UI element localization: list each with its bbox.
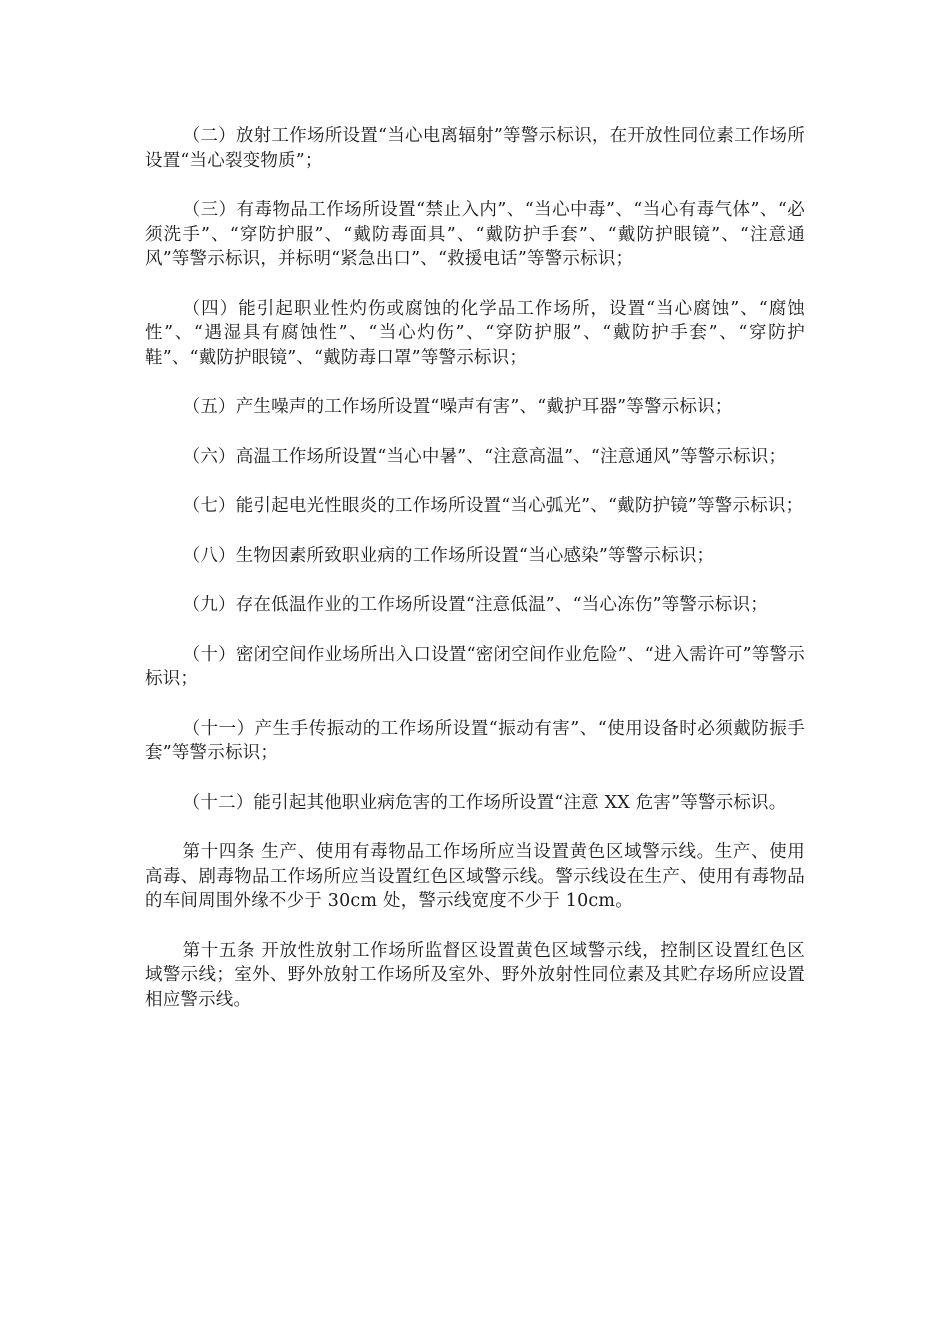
paragraph-item-7: （七）能引起电光性眼炎的工作场所设置“当心弧光”、“戴防护镜”等警示标识；	[182, 496, 804, 516]
paragraph-item-10: （十）密闭空间作业场所出入口设置“密闭空间作业危险”、“进入需许可”等警示标识；	[145, 644, 805, 689]
article-14: 第十四条 生产、使用有毒物品工作场所应当设置黄色区域警示线。生产、使用高毒、剧毒物品工作场所应当设置红色区域警示线。警示线设在生产、使用有毒物品的车间周围外缘不少于 30cm 处，警示线宽度不少于 10cm。	[145, 842, 805, 911]
paragraph-item-11: （十一）产生手传振动的工作场所设置“振动有害”、“使用设备时必须戴防振手套”等警示标识；	[145, 718, 805, 763]
paragraph-item-9: （九）存在低温作业的工作场所设置“注意低温”、“当心冻伤”等警示标识；	[182, 595, 768, 615]
article-15: 第十五条 开放性放射工作场所监督区设置黄色区域警示线，控制区设置红色区域警示线；室外、野外放射工作场所及室外、野外放射性同位素及其贮存场所应设置相应警示线。	[145, 940, 805, 1010]
paragraph-item-8: （八）生物因素所致职业病的工作场所设置“当心感染”等警示标识；	[182, 545, 715, 566]
paragraph-item-4: （四）能引起职业性灼伤或腐蚀的化学品工作场所，设置“当心腐蚀”、“腐蚀性”、“遇湿具有腐蚀性”、“当心灼伤”、“穿防护服”、“戴防护手套”、“穿防护鞋”、“戴防护眼镜”、“戴防毒口罩”等警示标识；	[145, 298, 805, 368]
document-body	[145, 124, 805, 1037]
paragraph-item-3: （三）有毒物品工作场所设置“禁止入内”、“当心中毒”、“当心有毒气体”、“必须洗手”、“穿防护服”、“戴防毒面具”、“戴防护手套”、“戴防护眼镜”、“注意通风”等警示标识，并标明“紧急出口”、“救援电话”等警示标识；	[145, 200, 805, 269]
paragraph-item-5: （五）产生噪声的工作场所设置“噪声有害”、“戴护耳器”等警示标识；	[182, 397, 733, 417]
paragraph-item-12: （十二）能引起其他职业病危害的工作场所设置“注意 XX 危害”等警示标识。	[182, 792, 787, 813]
paragraph-item-6: （六）高温工作场所设置“当心中暑”、“注意高温”、“注意通风”等警示标识；	[182, 446, 787, 467]
paragraph-item-2: （二）放射工作场所设置“当心电离辐射”等警示标识，在开放性同位素工作场所设置“当心裂变物质”；	[145, 126, 805, 171]
